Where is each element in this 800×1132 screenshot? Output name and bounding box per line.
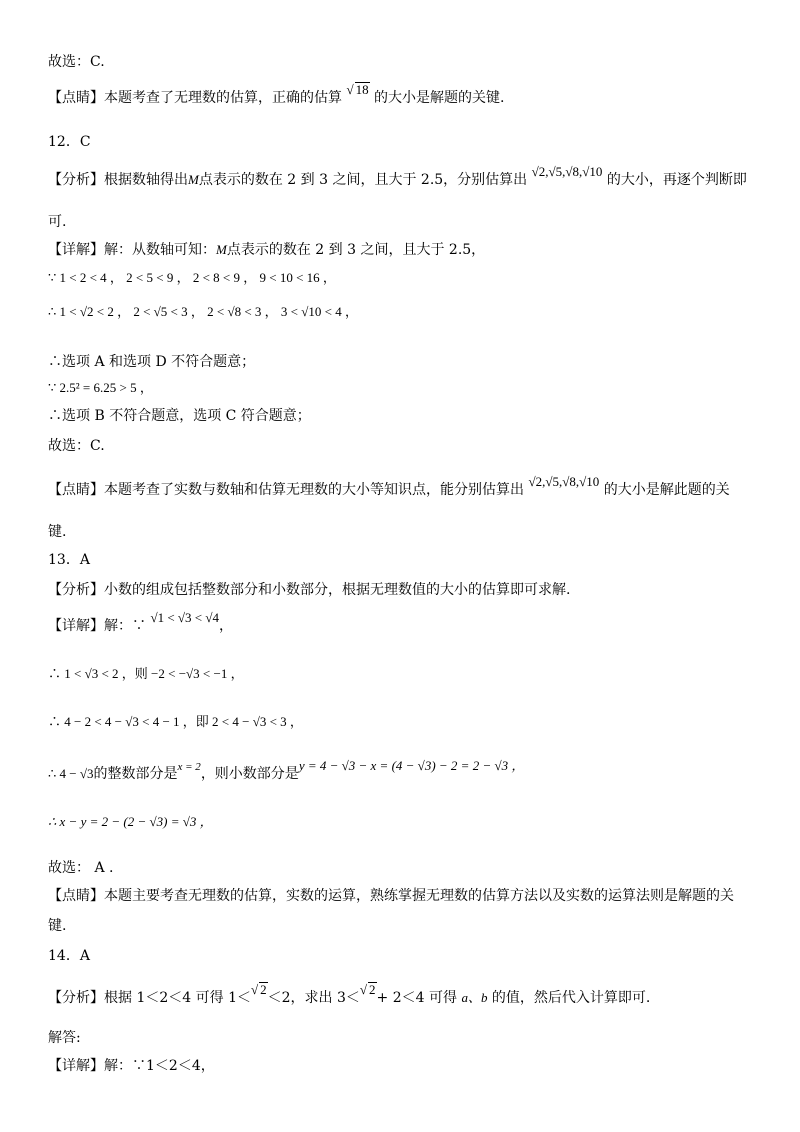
question-12-heading: 12．C — [48, 134, 91, 150]
comment-text-end: 的大小是解此题的关 — [603, 482, 730, 498]
comment-line-2-cont: 键. — [48, 524, 67, 540]
detail-text: 【详解】解：从数轴可知： — [48, 242, 216, 258]
detail-text: 【详解】解：∵ — [48, 618, 146, 634]
detail-line-13 — [48, 610, 234, 636]
expr-y: y = 4 − √3 − x = (4 − √3) − 2 = 2 − √3 ， — [298, 758, 525, 773]
text-3: + 2＜4 可得 — [376, 990, 457, 1006]
comment-text-end: 的大小是解题的关键. — [374, 90, 505, 106]
text-4: 的值，然后代入计算即可. — [491, 990, 651, 1006]
analysis-line-cont: 可. — [48, 214, 67, 230]
comment-line-3-cont: 键. — [48, 918, 67, 934]
sqrt-2b: √ 2 — [359, 982, 376, 997]
sqrt-18: √ 18 — [346, 82, 369, 97]
var-m: M — [216, 242, 227, 257]
step-line-2: ∴ 4 − 2 < 4 − √3 < 4 − 1 ，即 2 < 4 − √3 < 3 ， — [48, 714, 303, 729]
detail-text-2: 点表示的数在 2 到 3 之间，且大于 2.5， — [226, 242, 486, 258]
analysis-text: 【分析】根据数轴得出 — [48, 172, 188, 188]
option-line-1: ∴选项 A 和选项 D 不符合题意； — [48, 354, 256, 370]
detail-line — [48, 240, 485, 260]
text: 的整数部分是 — [93, 766, 178, 782]
detail-line-14: 【详解】解：∵1＜2＜4， — [48, 1058, 215, 1074]
conclusion-line-3: 故选： A . — [48, 860, 114, 876]
var-m: M — [188, 172, 199, 187]
comma: ， — [219, 618, 234, 634]
radicand: 2 — [260, 982, 267, 997]
sqrt-list: √2,√5,√8,√10 — [531, 164, 603, 179]
analysis-line-14 — [48, 982, 651, 1008]
step-line-4: ∴ x − y = 2 − (2 − √3) = √3 ， — [48, 814, 213, 829]
analysis-text-2: 点表示的数在 2 到 3 之间，且大于 2.5，分别估算出 — [198, 172, 528, 188]
option-line-2: ∴选项 B 不符合题意，选项 C 符合题意； — [48, 408, 311, 424]
sqrt-2: √ 2 — [250, 982, 267, 997]
step-line-3 — [48, 758, 525, 785]
analysis-text-3: 的大小，再逐个判断即 — [606, 172, 747, 188]
conclusion-line-2: 故选：C. — [48, 438, 105, 454]
analysis-line — [48, 164, 747, 190]
comment-line-2 — [48, 474, 730, 500]
analysis-line-13: 【分析】小数的组成包括整数部分和小数部分，根据无理数值的大小的估算即可求解. — [48, 582, 571, 598]
sqrt-list: √2,√5,√8,√10 — [528, 474, 600, 489]
step-line-1: ∴ 1 < √3 < 2 ，则 −2 < −√3 < −1 ， — [48, 666, 244, 681]
radicand: 2 — [369, 982, 376, 997]
radicand: 18 — [355, 82, 369, 97]
text-2: ，则小数部分是 — [200, 766, 299, 782]
text: 【分析】根据 1＜2＜4 可得 1＜ — [48, 990, 251, 1006]
comment-text: 【点睛】本题考查了实数与数轴和估算无理数的大小等知识点，能分别估算出 — [48, 482, 524, 498]
comment-text: 【点睛】本题考查了无理数的估算，正确的估算 — [48, 90, 342, 106]
answer-label: 解答: — [48, 1030, 81, 1046]
expr-x: x = 2 — [177, 761, 201, 773]
square-line: ∵ 2.5² = 6.25 > 5 ， — [48, 380, 153, 395]
sqrt-inequality: √1 < √3 < √4 — [150, 610, 220, 625]
comment-line-3: 【点睛】本题主要考查无理数的估算，实数的运算，熟练掌握无理数的估算方法以及实数的运算法则是解题的关 — [48, 888, 734, 904]
expr: ∴ 4 − √3 — [48, 766, 94, 781]
text-2: ＜2，求出 3＜ — [267, 990, 360, 1006]
vars-ab: a、b — [461, 990, 488, 1005]
comment-line — [48, 82, 505, 108]
conclusion-line: 故选：C. — [48, 54, 105, 70]
inequality-line-1: ∵ 1 < 2 < 4 ， 2 < 5 < 9 ， 2 < 8 < 9 ， 9 < 10 < 16 ， — [48, 270, 336, 285]
inequality-line-2: ∴ 1 < √2 < 2 ， 2 < √5 < 3 ， 2 < √8 < 3 ， 3 < √10 < 4 ， — [48, 304, 358, 319]
question-13-heading: 13．A — [48, 552, 90, 568]
question-14-heading: 14．A — [48, 948, 90, 964]
